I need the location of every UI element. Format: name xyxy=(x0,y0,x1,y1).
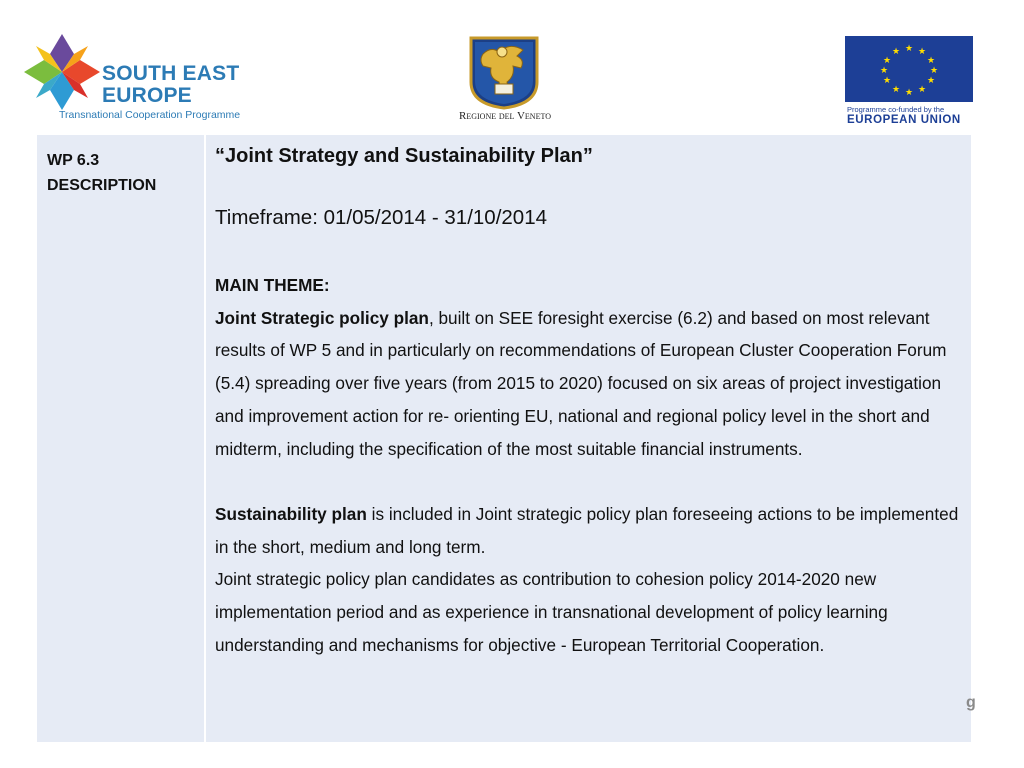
svg-text:★: ★ xyxy=(926,56,936,66)
main-theme-label: MAIN THEME: xyxy=(215,275,330,295)
lion-crest-icon xyxy=(469,36,539,110)
south-east-europe-logo xyxy=(22,30,252,125)
wp-description-table xyxy=(37,135,971,742)
svg-text:★: ★ xyxy=(917,85,927,95)
regione-veneto-name: Regione del Veneto xyxy=(459,110,551,122)
eu-cofunded-caption: Programme co-funded by the xyxy=(847,105,945,114)
eu-flag-icon xyxy=(845,36,973,102)
eu-union-label: EUROPEAN UNION xyxy=(847,114,961,126)
edge-glyph: g xyxy=(966,694,976,711)
wp-number: WP 6.3 xyxy=(47,152,100,169)
wp-content-cell xyxy=(206,135,971,742)
main-theme-paragraph xyxy=(215,302,960,466)
wp-content xyxy=(215,269,960,661)
sustainability-text: is included in Joint strategic policy plan foreseeing actions to be implemented in the short, medium and long term. xyxy=(215,503,959,557)
main-theme-bold: Joint Strategic policy plan xyxy=(215,307,429,328)
sustainability-paragraph xyxy=(215,498,960,563)
svg-text:★: ★ xyxy=(891,85,901,95)
plan-title: “Joint Strategy and Sustainability Plan” xyxy=(215,145,593,167)
eu-logo xyxy=(845,36,973,128)
svg-text:★: ★ xyxy=(926,76,936,86)
regione-veneto-logo xyxy=(440,36,570,128)
svg-text:★: ★ xyxy=(879,66,889,76)
main-theme-text: , built on SEE foresight exercise (6.2) and based on most relevant results of WP 5 and in particularly on recommendations of European Cluster Cooperation Forum (5.4) spreading over five years (from 2015 to 2020) focused on six areas of project investigation and improvement action for re- orienting EU, national and regional policy level in the short and midterm, including the specification of the most suitable financial instruments. xyxy=(215,307,947,459)
see-logo-subtitle: Transnational Cooperation Programme xyxy=(59,109,241,121)
svg-text:★: ★ xyxy=(891,47,901,57)
see-star-icon xyxy=(22,32,102,112)
svg-text:★: ★ xyxy=(929,66,939,76)
svg-text:★: ★ xyxy=(882,56,892,66)
wp-label xyxy=(47,148,156,198)
wp-label-cell xyxy=(37,135,206,742)
see-logo-title: SOUTH EAST EUROPE xyxy=(102,62,240,107)
candidates-paragraph: Joint strategic policy plan candidates as contribution to cohesion policy 2014-2020 new implementation period and as experience in transnational development of policy learning understanding and mechanisms for objective - European Territorial Cooperation. xyxy=(215,569,888,655)
sustainability-bold: Sustainability plan xyxy=(215,503,367,524)
svg-text:★: ★ xyxy=(917,47,927,57)
svg-text:★: ★ xyxy=(882,76,892,86)
wp-description-label: DESCRIPTION xyxy=(47,177,157,194)
svg-text:★: ★ xyxy=(904,88,914,98)
timeframe: Timeframe: 01/05/2014 - 31/10/2014 xyxy=(215,206,548,229)
svg-text:★: ★ xyxy=(904,44,914,54)
